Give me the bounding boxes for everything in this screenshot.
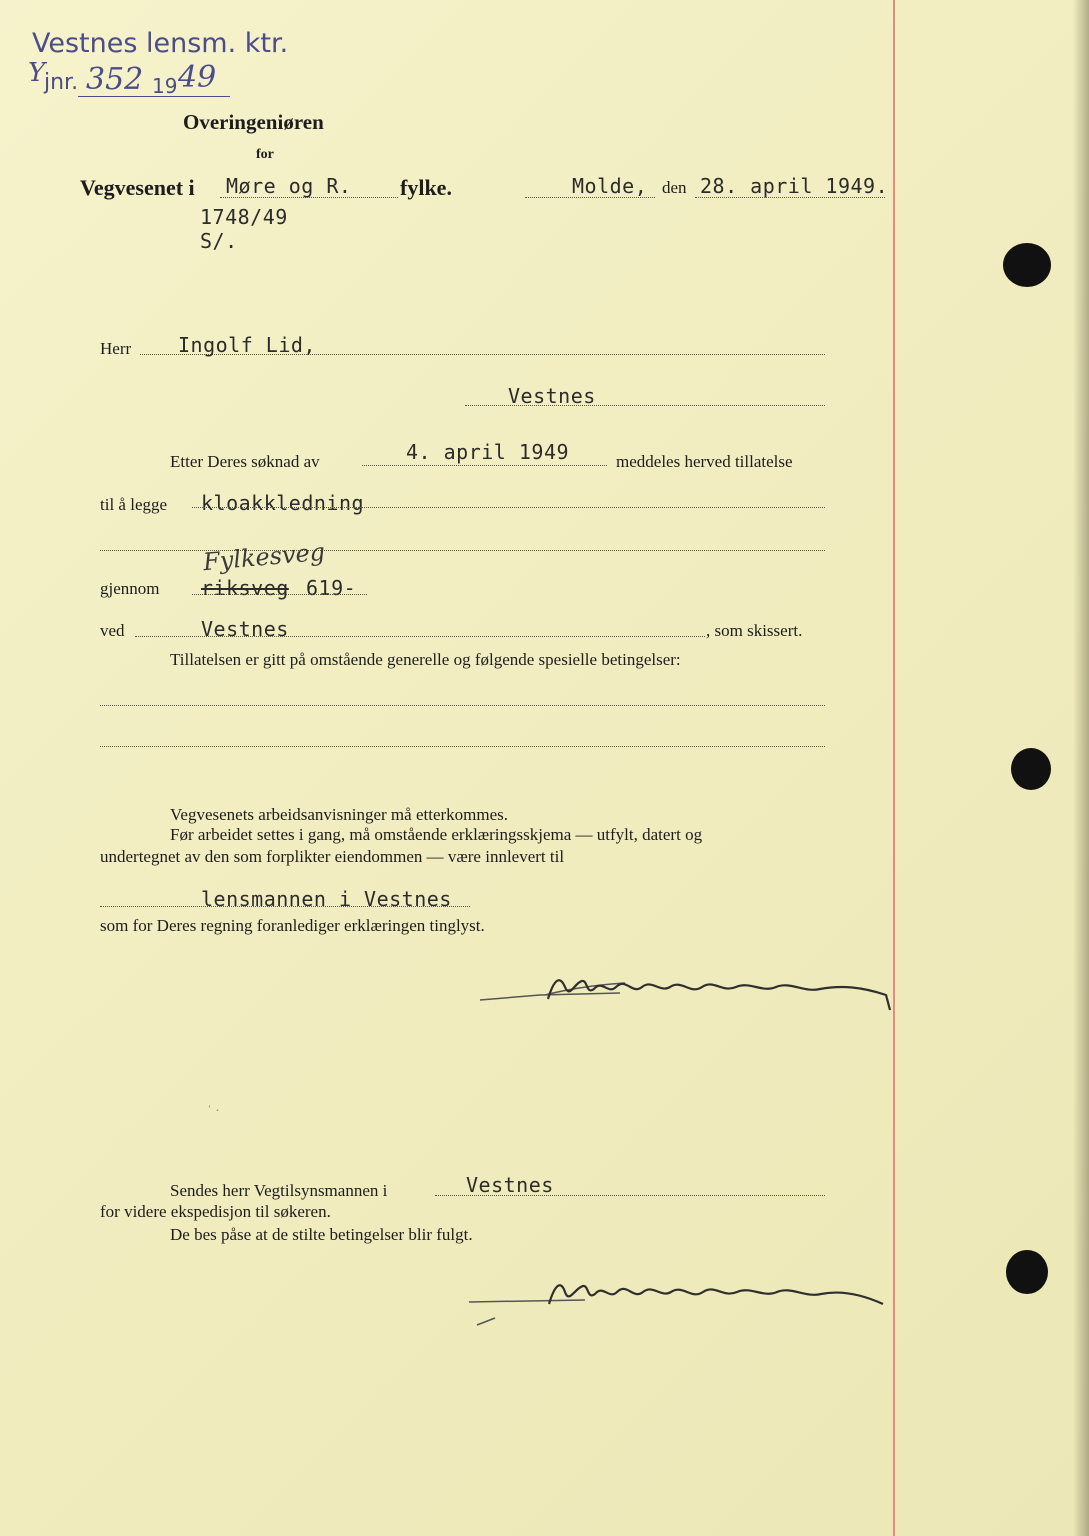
stamp-year-suffix: 49 (178, 60, 217, 95)
application-date: 4. april 1949 (406, 440, 570, 464)
label-gjennom: gjennom (100, 579, 160, 598)
signature-2 (465, 1270, 895, 1330)
videre-text: for videre ekspedisjon til søkeren. (100, 1202, 331, 1221)
stamp-office: Vestnes lensm. ktr. (32, 28, 289, 59)
letterhead-title: Overingeniøren (183, 110, 324, 134)
letterhead-for: for (256, 147, 274, 162)
road-struck: riksveg (201, 576, 289, 600)
punch-hole-middle (1011, 748, 1051, 790)
sendes-text: Sendes herr Vegtilsynsmannen i (170, 1181, 388, 1200)
stamp-jnr-label: jnr. (44, 70, 79, 95)
reference-initials: S/. (200, 229, 238, 253)
road-handwritten: Fylkesveg (202, 537, 327, 577)
label-den: den (662, 178, 687, 197)
instruction-1: Vegvesenets arbeidsanvisninger må etterkommes. (170, 805, 509, 824)
pase-text: De bes påse at de stilte betingelser blir fulgt. (170, 1225, 473, 1244)
sendes-dotted-line (435, 1195, 825, 1196)
punch-hole-bottom (1006, 1250, 1048, 1294)
instruction-4: som for Deres regning foranlediger erklæringen tinglyst. (100, 916, 485, 935)
letterhead-fylke: fylke. (400, 175, 452, 200)
purpose-dotted-line (192, 507, 825, 508)
ink-speck: ˈ · (207, 1104, 220, 1119)
signature-1 (470, 965, 900, 1020)
letter-place: Molde, (572, 174, 648, 198)
label-skissert: , som skissert. (706, 621, 803, 640)
stamp-year-prefix: 19 (152, 74, 178, 98)
label-ved: ved (100, 621, 125, 640)
recipient-place: Vestnes (508, 384, 596, 408)
date-dotted-line (695, 197, 885, 198)
ved-place: Vestnes (201, 617, 289, 641)
letter-date: 28. april 1949. (700, 174, 889, 198)
label-herr: Herr (100, 339, 132, 358)
lensmann-text: lensmannen i Vestnes (201, 887, 452, 911)
purpose: kloakkledning (201, 491, 365, 515)
conditions-text: Tillatelsen er gitt på omstående generelle og følgende spesielle betingelser: (170, 650, 681, 669)
label-etter: Etter Deres søknad av (170, 452, 320, 471)
county-dotted-line (220, 197, 398, 198)
ved-dotted-line (135, 636, 705, 637)
label-til: til å legge (100, 495, 168, 514)
road-number: 619- (306, 576, 357, 600)
stamp-underline (78, 96, 230, 97)
application-date-dotted-line (362, 465, 607, 466)
conditions-dotted-line-2 (100, 746, 825, 747)
page-edge-shadow (1073, 0, 1089, 1536)
sendes-place: Vestnes (466, 1173, 554, 1197)
label-meddeles: meddeles herved tillatelse (616, 452, 793, 471)
road-dotted-line (192, 594, 367, 595)
recipient-name: Ingolf Lid, (178, 333, 316, 357)
instruction-2: Før arbeidet settes i gang, må omstående erklæringsskjema — utfylt, datert og (170, 825, 703, 844)
punch-hole-top (1003, 243, 1051, 287)
stamp-mark: Y (28, 58, 46, 88)
stamp-jnr-number: 352 (86, 62, 144, 97)
county-name: Møre og R. (226, 174, 352, 198)
recipient-place-dotted-line (465, 405, 825, 406)
conditions-dotted-line-1 (100, 705, 825, 706)
instruction-3: undertegnet av den som forplikter eiendommen — være innlevert til (100, 847, 565, 866)
letterhead-vegvesenet: Vegvesenet i (80, 175, 195, 200)
lensmann-dotted-line (100, 906, 470, 907)
reference-number: 1748/49 (200, 205, 288, 229)
